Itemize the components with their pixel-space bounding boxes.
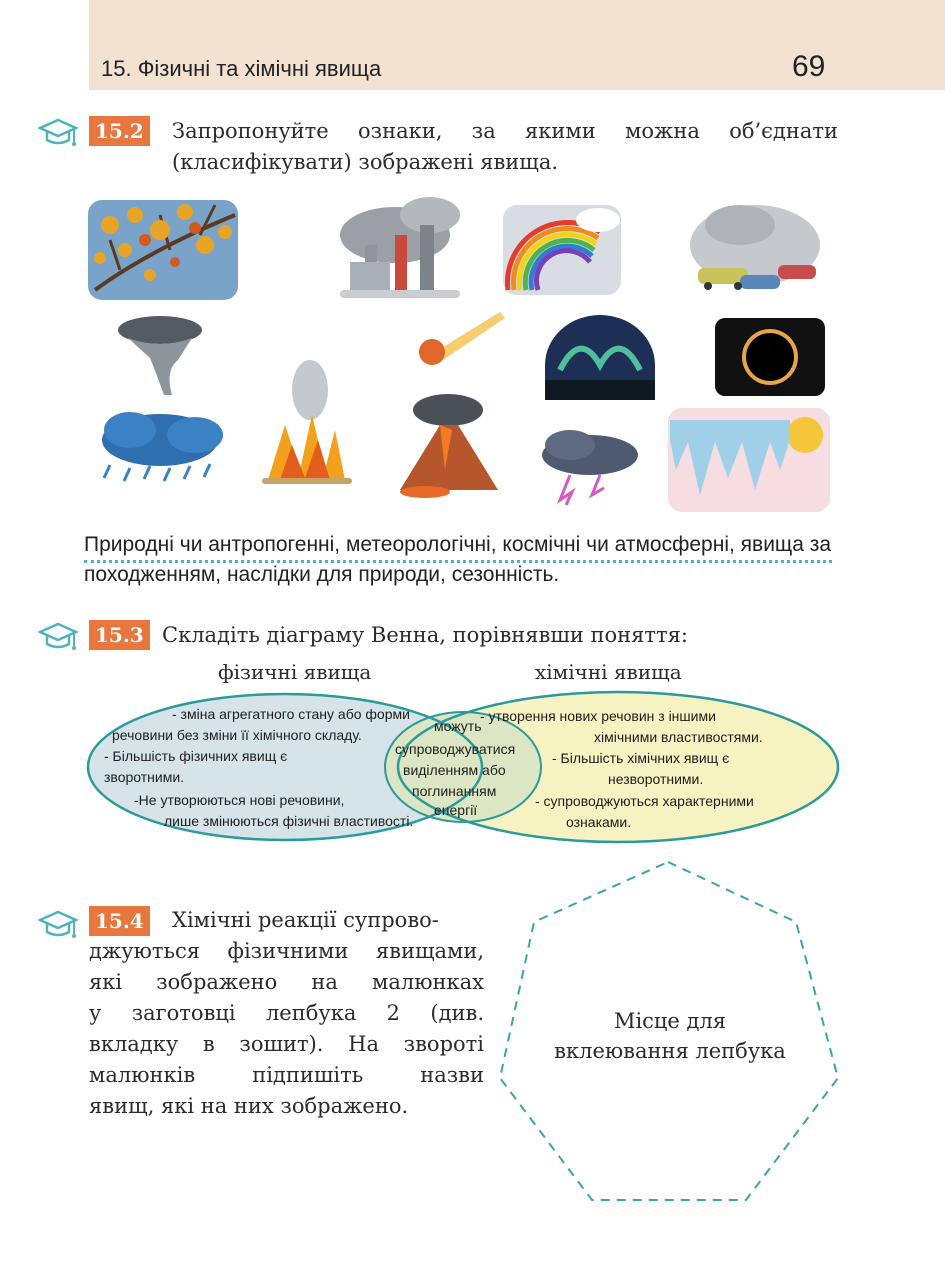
task-15-4-line: Хімічні реакції супрово-: [172, 908, 439, 932]
task-15-3-text: Складіть діаграму Венна, порівнявши поняття:: [162, 623, 688, 647]
venn-left-line: лише змінюються фізичні властивості.: [164, 813, 414, 829]
task-15-4-line: явищ, які на них зображено.: [89, 1094, 409, 1118]
page-number: 69: [792, 50, 826, 83]
task-15-4-line: які зображено на малюнках: [89, 970, 484, 994]
venn-center-line: супроводжуватися: [395, 741, 516, 757]
task-number-badge: 15.4: [89, 906, 150, 936]
task-15-4-line: малюнків підпишіть назви: [89, 1063, 484, 1087]
venn-right-line: - Більшість хімічних явищ є: [552, 750, 730, 766]
task-number-badge: 15.3: [89, 620, 150, 650]
venn-left-line: речовини без зміни її хімічного складу.: [112, 727, 362, 743]
placeholder-line: вклеювання лепбука: [554, 1039, 786, 1063]
venn-left-line: - Більшість фізичних явищ є: [104, 748, 288, 764]
venn-right-line: - утворення нових речовин з іншими: [480, 708, 716, 724]
placeholder-line: Місце для: [613, 1009, 727, 1033]
venn-center-line: можуть: [434, 718, 482, 734]
venn-left-line: - зміна агрегатного стану або форми: [172, 706, 410, 722]
venn-left-title: фізичні явища: [218, 660, 372, 684]
venn-right-line: ознаками.: [566, 814, 632, 830]
venn-right-title: хімічні явища: [535, 660, 682, 684]
venn-center-line: енергії: [434, 802, 478, 818]
venn-right-line: - супроводжуються характерними: [535, 793, 754, 809]
venn-right-line: незворотними.: [608, 771, 704, 787]
task-15-2-statement: Запропонуйте ознаки, за якими можна об’єднати (класифікувати) зображені явища.: [172, 119, 838, 174]
task-15-4-line: джуються фізичними явищами,: [89, 939, 484, 963]
venn-center-line: виділенням або: [403, 762, 506, 778]
venn-right-line: хімічними властивостями.: [594, 729, 763, 745]
lapbook-placeholder-text: [520, 1006, 820, 1066]
chapter-title: 15. Фізичні та хімічні явища: [101, 56, 382, 81]
task-number-badge: 15.2: [89, 116, 150, 146]
venn-left-line: зворотними.: [104, 769, 185, 785]
venn-left-line: -Не утворюються нові речовини,: [134, 792, 345, 808]
task-15-2-answer: Природні чи антропогенні, метеорологічні, космічні чи атмосферні, явища за походженням, наслідки для природи, сезонність.: [84, 533, 832, 586]
venn-center-line: поглинанням: [412, 783, 497, 799]
task-15-4-line: у заготовці лепбука 2 (див.: [89, 1001, 484, 1025]
task-15-4-line: вкладку в зошит). На звороті: [89, 1032, 484, 1056]
